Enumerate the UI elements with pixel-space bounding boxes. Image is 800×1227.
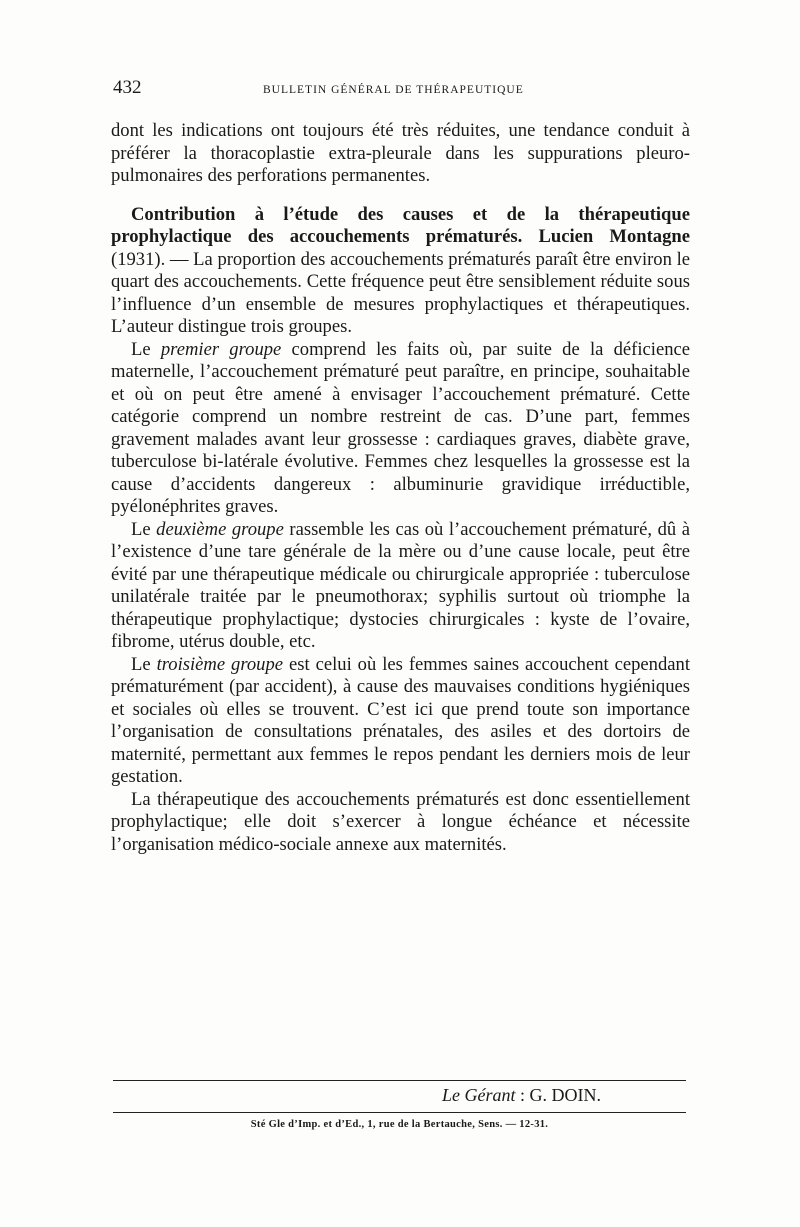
group3-pre: Le bbox=[131, 653, 157, 675]
article-title: Contribution à l’étude des causes et de la thérapeutique prophylactique des accouchements prématurés. Lucien Montagne bbox=[111, 203, 690, 247]
gerant-signature bbox=[113, 1085, 601, 1106]
group3-paragraph bbox=[111, 654, 690, 789]
gerant-name: : G. DOIN. bbox=[515, 1085, 601, 1105]
page-number: 432 bbox=[113, 77, 142, 98]
body-text bbox=[111, 120, 690, 856]
printer-imprint: Sté Gle d’Imp. et d’Ed., 1, rue de la Bertauche, Sens. — 12-31. bbox=[250, 1119, 549, 1130]
group3-text: est celui où les femmes saines accouchent cependant prématurément (par accident), à cause des mauvaises conditions hygiéniques et sociales où elles se trouvent. C’est ici que prend toute son importance l’organisation de consultations prénatales, des asiles et des dortoirs de maternité, permettant aux femmes le repos pendant les derniers mois de leur gestation. bbox=[111, 653, 690, 787]
group1-paragraph bbox=[111, 339, 690, 519]
group2-label: deuxième groupe bbox=[156, 518, 284, 540]
conclusion-paragraph: La thérapeutique des accouchements prématurés est donc essentiellement prophylactique; elle doit s’exercer à longue échéance et nécessite l’organisation médico-sociale annexe aux maternités. bbox=[111, 788, 690, 855]
article-paragraph bbox=[111, 204, 690, 339]
footer-rule-bottom bbox=[113, 1112, 686, 1113]
article-year: (1931). bbox=[111, 248, 166, 270]
group2-paragraph bbox=[111, 519, 690, 654]
continuation-paragraph: dont les indications ont toujours été très réduites, une tendance conduit à préférer la thoracoplastie extra-pleurale dans les suppurations pleuro-pulmonaires des perforations permanentes. bbox=[111, 120, 690, 186]
group3-label: troisième groupe bbox=[156, 653, 284, 675]
footer-rule-top bbox=[113, 1080, 686, 1081]
article-intro: — La proportion des accouchements prématurés paraît être environ le quart des accouchements. Cette fréquence peut être sensiblement réduite sous l’influence d’un ensemble de mesures prophylactiques et thérapeutiques. L’auteur distingue trois groupes. bbox=[111, 248, 690, 337]
running-title: BULLETIN GÉNÉRAL DE THÉRAPEUTIQUE bbox=[263, 84, 524, 96]
gerant-label: Le Gérant bbox=[442, 1085, 516, 1105]
group1-pre: Le bbox=[131, 338, 161, 360]
group2-text: rassemble les cas où l’accouchement prématuré, dû à l’existence d’une tare générale de la mère ou d’une cause locale, peut être évité par une thérapeutique médicale ou chirurgicale appropriée : tuberculose unilatérale traitée par le pneumothorax; syphilis surtout où triomphe la thérapeutique prophylactique; dystocies chirurgicales : kyste de l’ovaire, fibrome, utérus double, etc. bbox=[111, 518, 690, 652]
page-header bbox=[113, 77, 688, 99]
group1-text: comprend les faits où, par suite de la déficience maternelle, l’accouchement prématuré peut paraître, en principe, souhaitable et où on peut être amené à envisager l’accouchement prématuré. Cette catégorie comprend un nombre restreint de cas. D’une part, femmes gravement malades avant leur grossesse : cardiaques graves, diabète grave, tuberculose bi-latérale évolutive. Femmes chez lesquelles la grossesse est la cause d’accidents dangereux : albuminurie gravidique irréductible, pyélonéphrites graves. bbox=[111, 338, 691, 517]
group2-pre: Le bbox=[131, 518, 157, 540]
group1-label: premier groupe bbox=[160, 338, 282, 360]
